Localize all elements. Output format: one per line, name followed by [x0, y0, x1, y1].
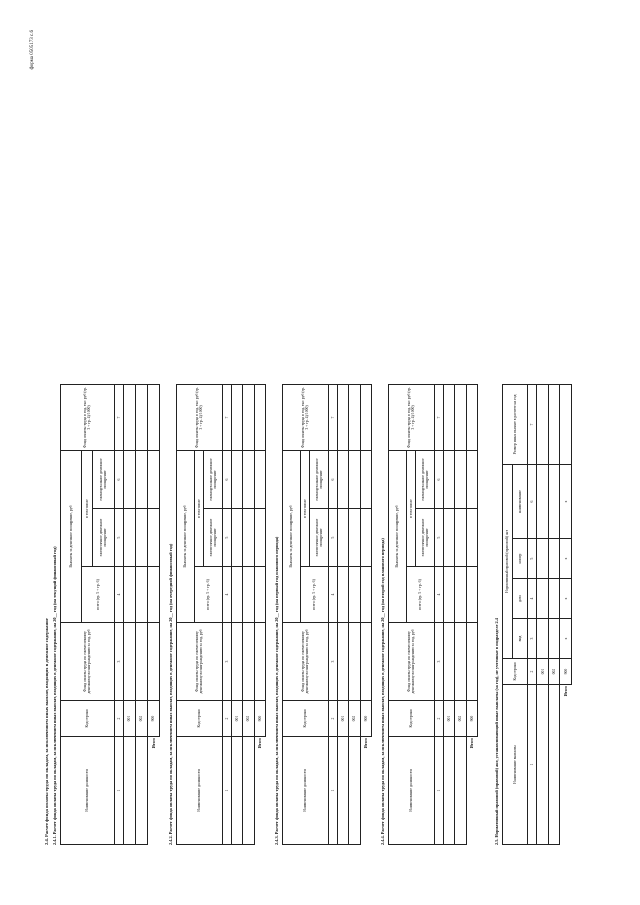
col-number: 6	[328, 450, 337, 508]
table-row	[243, 384, 254, 844]
cell-na: x	[560, 619, 572, 659]
cell-input[interactable]	[231, 509, 242, 567]
total-label: Итого	[363, 738, 368, 749]
col-header-act-type: вид	[513, 619, 528, 659]
section-title-2-4-4: 2.4.4. Расчет фонда оплаты труда по окладам, за исключением иных выплат, входящих в денежное содержание, на 20__ год (на второй год планового периода)	[380, 538, 385, 845]
cell-input[interactable]	[455, 509, 466, 567]
table-row	[349, 384, 360, 844]
col-header-annual-size: Размер иных выплат в расчете на год	[503, 384, 528, 464]
cell-input[interactable]	[231, 567, 242, 623]
cell-input[interactable]	[537, 464, 549, 538]
cell-code: 001	[231, 701, 242, 737]
cell-input[interactable]	[337, 450, 348, 508]
cell-name[interactable]	[443, 737, 454, 845]
col-header-annual-fund: Фонд оплаты труда в год, тыс руб (гр. 3 + гр. 4)/1000)	[61, 384, 115, 450]
col-group-bonus: Выплаты за денежное поощрение, руб	[389, 450, 407, 622]
col-number: 1	[328, 737, 337, 845]
cell-input[interactable]	[466, 450, 477, 508]
heading-2-4: 2.4. Расчет фонда оплаты труда по окладам, за исключением иных выплат, входящих в денежное содержание	[44, 618, 49, 845]
col-header-name: Наименование должности	[61, 737, 115, 845]
cell-input[interactable]	[548, 384, 560, 464]
col-header-monthly-bonus: ежемесячное денежное поощрение	[310, 509, 328, 567]
total-label: Итого	[563, 686, 568, 697]
cell-input[interactable]	[243, 567, 254, 623]
col-group-legal-act: Нормативный правовой (правовой) акт	[503, 464, 513, 658]
cell-name[interactable]	[231, 737, 242, 845]
col-subgroup: в том числе	[82, 450, 93, 566]
table-2-4-4	[388, 384, 478, 845]
col-number: 5	[328, 509, 337, 567]
col-header-quarterly-bonus: ежеквартальное денежное поощрение	[310, 450, 328, 508]
col-header-name: Наименование должности	[177, 737, 223, 845]
cell-code: 002	[136, 701, 148, 737]
table-row	[443, 384, 454, 844]
cell-input[interactable]	[360, 509, 371, 567]
total-code: 900	[560, 659, 572, 685]
cell-input[interactable]	[337, 509, 348, 567]
col-number: 3	[222, 623, 231, 701]
cell-input[interactable]	[548, 539, 560, 579]
cell-input[interactable]	[360, 567, 371, 623]
cell-input[interactable]	[254, 623, 265, 701]
cell-input[interactable]	[443, 623, 454, 701]
table-row	[124, 384, 136, 844]
cell-input[interactable]	[455, 384, 466, 450]
col-header-name: Наименование должности	[283, 737, 329, 845]
col-header-monthly-bonus: ежемесячное денежное поощрение	[204, 509, 222, 567]
cell-na: x	[560, 464, 572, 538]
col-number: 1	[114, 737, 124, 845]
cell-input[interactable]	[349, 384, 360, 450]
col-number: 7	[328, 384, 337, 450]
col-header-monthly-fund: Фонд оплаты труда по ежемесячному денежному вознаграждению за год, руб	[177, 623, 223, 701]
col-number: 3	[114, 623, 124, 701]
cell-code: 002	[349, 701, 360, 737]
col-number: 2	[222, 701, 231, 737]
col-group-bonus: Выплаты за денежное поощрение, руб	[177, 450, 195, 622]
col-number: 7	[434, 384, 443, 450]
cell-input[interactable]	[148, 384, 160, 450]
cell-input[interactable]	[337, 623, 348, 701]
col-header-monthly-fund: Фонд оплаты труда по ежемесячному денежному вознаграждению за год, руб	[283, 623, 329, 701]
cell-input[interactable]	[231, 623, 242, 701]
cell-input[interactable]	[243, 623, 254, 701]
col-header-payment-name: Наименование выплаты	[503, 685, 528, 845]
cell-code: 001	[337, 701, 348, 737]
col-header-annual-fund: Фонд оплаты труда в год, тыс руб (гр. 3 + гр. 4)/1000)	[389, 384, 435, 450]
cell-name[interactable]	[243, 737, 254, 845]
total-label: Итого	[469, 738, 474, 749]
total-row	[560, 384, 572, 844]
cell-input[interactable]	[136, 567, 148, 623]
cell-input[interactable]	[360, 384, 371, 450]
cell-input[interactable]	[466, 567, 477, 623]
cell-input[interactable]	[231, 384, 242, 450]
col-header-total: всего (гр. 5 + гр. 6)	[301, 567, 328, 623]
col-number: 7	[528, 384, 537, 464]
cell-input[interactable]	[455, 567, 466, 623]
table-2-5	[502, 384, 572, 845]
cell-input[interactable]	[124, 623, 136, 701]
col-number: 5	[114, 509, 124, 567]
cell-na: x	[560, 539, 572, 579]
col-number: 6	[528, 464, 537, 538]
col-number: 7	[222, 384, 231, 450]
col-number: 6	[114, 450, 124, 508]
cell-name[interactable]	[124, 737, 136, 845]
cell-input[interactable]	[136, 384, 148, 450]
cell-input[interactable]	[254, 384, 265, 450]
cell-input[interactable]	[337, 384, 348, 450]
col-header-monthly-fund: Фонд оплаты труда по ежемесячному денежному вознаграждению за год, руб	[389, 623, 435, 701]
col-header-monthly-fund: Фонд оплаты труда по ежемесячному денежному вознаграждению за год, руб	[61, 623, 115, 701]
col-number: 2	[528, 659, 537, 685]
cell-name[interactable]	[548, 685, 560, 845]
cell-code: 002	[548, 659, 560, 685]
col-header-act-date: дата	[513, 579, 528, 619]
table-row	[548, 384, 560, 844]
cell-input[interactable]	[560, 384, 572, 464]
total-label: Итого	[257, 738, 262, 749]
col-number: 3	[528, 619, 537, 659]
cell-code: 002	[455, 701, 466, 737]
col-header-quarterly-bonus: ежеквартальное денежное поощрение	[416, 450, 434, 508]
col-header-monthly-bonus: ежемесячное денежное поощрение	[416, 509, 434, 567]
col-number: 5	[222, 509, 231, 567]
table-row	[136, 384, 148, 844]
col-header-code: Код строки	[389, 701, 435, 737]
table-2-4-2	[176, 384, 266, 845]
col-number: 4	[328, 567, 337, 623]
cell-code: 001	[124, 701, 136, 737]
col-header-code: Код строки	[283, 701, 329, 737]
cell-name[interactable]	[537, 685, 549, 845]
cell-input[interactable]	[548, 619, 560, 659]
total-code: 900	[360, 701, 371, 737]
table-row	[231, 384, 242, 844]
cell-input[interactable]	[548, 579, 560, 619]
col-number: 4	[434, 567, 443, 623]
cell-input[interactable]	[148, 450, 160, 508]
cell-input[interactable]	[443, 567, 454, 623]
cell-input[interactable]	[243, 450, 254, 508]
col-number: 4	[114, 567, 124, 623]
cell-input[interactable]	[136, 509, 148, 567]
col-header-act-name: наименование	[513, 464, 528, 538]
col-group-bonus: Выплаты за денежное поощрение, руб	[61, 450, 82, 622]
cell-input[interactable]	[443, 450, 454, 508]
cell-input[interactable]	[349, 567, 360, 623]
cell-input[interactable]	[349, 623, 360, 701]
total-row	[360, 384, 371, 844]
cell-input[interactable]	[136, 623, 148, 701]
cell-input[interactable]	[124, 384, 136, 450]
cell-input[interactable]	[254, 450, 265, 508]
col-number: 1	[434, 737, 443, 845]
col-group-bonus: Выплаты за денежное поощрение, руб	[283, 450, 301, 622]
cell-name[interactable]	[349, 737, 360, 845]
cell-input[interactable]	[148, 509, 160, 567]
cell-code: 001	[443, 701, 454, 737]
table-row	[537, 384, 549, 844]
cell-input[interactable]	[231, 450, 242, 508]
cell-input[interactable]	[466, 509, 477, 567]
col-header-code: Код строки	[177, 701, 223, 737]
cell-input[interactable]	[124, 509, 136, 567]
total-row	[148, 384, 160, 844]
cell-input[interactable]	[124, 567, 136, 623]
cell-input[interactable]	[148, 623, 160, 701]
cell-code: 001	[537, 659, 549, 685]
col-number: 7	[114, 384, 124, 450]
cell-input[interactable]	[254, 567, 265, 623]
col-number: 5	[434, 509, 443, 567]
cell-input[interactable]	[349, 450, 360, 508]
section-title-2-4-2: 2.4.2. Расчет фонда оплаты труда по окладам, за исключением иных выплат, входящих в денежное содержание, на 20__ год (на очередной финансовый год)	[168, 543, 173, 845]
cell-input[interactable]	[136, 450, 148, 508]
cell-input[interactable]	[455, 623, 466, 701]
col-number: 2	[328, 701, 337, 737]
col-header-code: Код строки	[61, 701, 115, 737]
form-code: форма 0505173 с.6	[30, 30, 35, 70]
cell-input[interactable]	[455, 450, 466, 508]
cell-input[interactable]	[466, 623, 477, 701]
cell-input[interactable]	[466, 384, 477, 450]
cell-input[interactable]	[360, 450, 371, 508]
cell-input[interactable]	[537, 579, 549, 619]
cell-input[interactable]	[360, 623, 371, 701]
col-number: 3	[434, 623, 443, 701]
cell-input[interactable]	[548, 464, 560, 538]
col-number: 6	[222, 450, 231, 508]
col-number: 1	[528, 685, 537, 845]
col-number: 2	[434, 701, 443, 737]
col-number: 1	[222, 737, 231, 845]
table-2-4-3	[282, 384, 372, 845]
cell-code: 002	[243, 701, 254, 737]
cell-input[interactable]	[243, 384, 254, 450]
table-row	[337, 384, 348, 844]
cell-input[interactable]	[537, 384, 549, 464]
cell-input[interactable]	[349, 509, 360, 567]
col-header-total: всего (гр. 5 + гр. 6)	[82, 567, 114, 623]
col-header-name: Наименование должности	[389, 737, 435, 845]
col-header-total: всего (гр. 5 + гр. 6)	[195, 567, 222, 623]
cell-name[interactable]	[337, 737, 348, 845]
cell-na: x	[560, 579, 572, 619]
total-row	[466, 384, 477, 844]
cell-input[interactable]	[148, 567, 160, 623]
cell-input[interactable]	[254, 509, 265, 567]
col-number: 5	[528, 539, 537, 579]
col-header-code: Код строки	[503, 659, 528, 685]
col-subgroup: в том числе	[407, 450, 416, 566]
section-title-2-4-3: 2.4.3. Расчет фонда оплаты труда по окладам, за исключением иных выплат, входящих в денежное содержание, на 20__ год (на первый год планового периода)	[274, 536, 279, 845]
col-subgroup: в том числе	[301, 450, 310, 566]
col-header-quarterly-bonus: ежеквартальное денежное поощрение	[204, 450, 222, 508]
col-number: 3	[328, 623, 337, 701]
cell-input[interactable]	[537, 539, 549, 579]
cell-name[interactable]	[136, 737, 148, 845]
total-code: 900	[148, 701, 160, 737]
cell-input[interactable]	[443, 509, 454, 567]
cell-name[interactable]	[455, 737, 466, 845]
col-header-annual-fund: Фонд оплаты труда в год, тыс руб (гр. 3 + гр. 4)/1000)	[283, 384, 329, 450]
cell-input[interactable]	[243, 509, 254, 567]
col-number: 6	[434, 450, 443, 508]
total-code: 900	[254, 701, 265, 737]
table-2-4-1	[60, 384, 160, 845]
section-title-2-5: 2.5. Нормативный правовой (правовой) акт, устанавливающий иные выплаты (за год), не учтенные в подразделе 2.4	[494, 618, 499, 845]
col-header-annual-fund: Фонд оплаты труда в год, тыс руб (гр. 3 + гр. 4)/1000)	[177, 384, 223, 450]
col-subgroup: в том числе	[195, 450, 204, 566]
col-number: 4	[222, 567, 231, 623]
col-header-total: всего (гр. 5 + гр. 6)	[407, 567, 434, 623]
total-row	[254, 384, 265, 844]
cell-input[interactable]	[337, 567, 348, 623]
cell-input[interactable]	[443, 384, 454, 450]
total-label: Итого	[151, 738, 156, 749]
col-header-act-number: номер	[513, 539, 528, 579]
section-title-2-4-1: 2.4.1. Расчет фонда оплаты труда по окладам, за исключением иных выплат, входящих в денежное содержание, на 20__ год (на текущий финансовый год)	[52, 546, 57, 845]
col-number: 4	[528, 579, 537, 619]
col-number: 2	[114, 701, 124, 737]
col-header-monthly-bonus: ежемесячное денежное поощрение	[93, 509, 114, 567]
total-code: 900	[466, 701, 477, 737]
col-header-quarterly-bonus: ежеквартальное денежное поощрение	[93, 450, 114, 508]
cell-input[interactable]	[537, 619, 549, 659]
cell-input[interactable]	[124, 450, 136, 508]
table-row	[455, 384, 466, 844]
